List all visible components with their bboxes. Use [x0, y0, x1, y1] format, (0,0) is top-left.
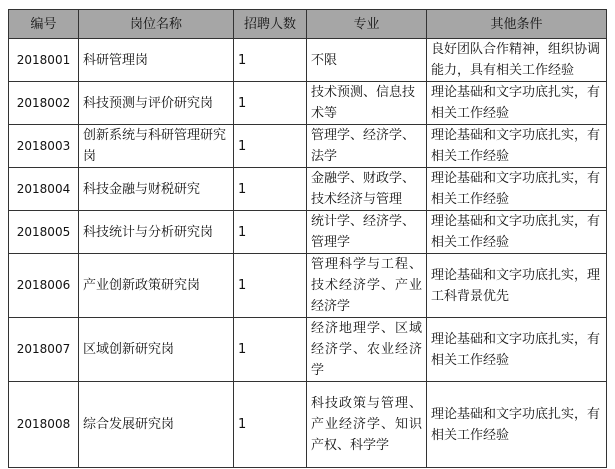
header-id: 编号: [9, 10, 79, 39]
cell-headcount: 1: [234, 168, 307, 211]
cell-id: 2018007: [9, 318, 79, 382]
header-headcount: 招聘人数: [234, 10, 307, 39]
cell-other-conditions: 理论基础和文字功底扎实，有相关工作经验: [427, 82, 607, 125]
cell-other-conditions: 理论基础和文字功底扎实，有相关工作经验: [427, 382, 607, 468]
cell-id: 2018003: [9, 125, 79, 168]
cell-id: 2018006: [9, 254, 79, 318]
cell-major: 管理科学与工程、技术经济学、产业经济学: [307, 254, 427, 318]
cell-major: 管理学、经济学、法学: [307, 125, 427, 168]
cell-major: 不限: [307, 39, 427, 82]
cell-headcount: 1: [234, 254, 307, 318]
cell-headcount: 1: [234, 82, 307, 125]
cell-major: 金融学、财政学、技术经济与管理: [307, 168, 427, 211]
table-row: [9, 82, 607, 125]
cell-major: 技术预测、信息技术等: [307, 82, 427, 125]
header-position-name: 岗位名称: [79, 10, 234, 39]
table-row: [9, 254, 607, 318]
cell-position-name: 创新系统与科研管理研究岗: [79, 125, 234, 168]
cell-other-conditions: 理论基础和文字功底扎实，有相关工作经验: [427, 168, 607, 211]
cell-position-name: 区域创新研究岗: [79, 318, 234, 382]
cell-other-conditions: 理论基础和文字功底扎实，有相关工作经验: [427, 318, 607, 382]
table-row: [9, 211, 607, 254]
cell-id: 2018005: [9, 211, 79, 254]
cell-other-conditions: 理论基础和文字功底扎实，有相关工作经验: [427, 125, 607, 168]
cell-other-conditions: 理论基础和文字功底扎实，有相关工作经验: [427, 211, 607, 254]
table-row: [9, 125, 607, 168]
cell-headcount: 1: [234, 125, 307, 168]
cell-position-name: 科技统计与分析研究岗: [79, 211, 234, 254]
cell-headcount: 1: [234, 211, 307, 254]
cell-other-conditions: 良好团队合作精神，组织协调能力，具有相关工作经验: [427, 39, 607, 82]
table-row: [9, 39, 607, 82]
cell-position-name: 科技预测与评价研究岗: [79, 82, 234, 125]
cell-major: 科技政策与管理、产业经济学、知识产权、科学学: [307, 382, 427, 468]
cell-position-name: 科技金融与财税研究: [79, 168, 234, 211]
recruitment-table: [8, 9, 607, 468]
cell-other-conditions: 理论基础和文字功底扎实，理工科背景优先: [427, 254, 607, 318]
cell-position-name: 综合发展研究岗: [79, 382, 234, 468]
table-row: [9, 168, 607, 211]
cell-position-name: 科研管理岗: [79, 39, 234, 82]
cell-id: 2018004: [9, 168, 79, 211]
cell-id: 2018001: [9, 39, 79, 82]
cell-id: 2018008: [9, 382, 79, 468]
header-other-conditions: 其他条件: [427, 10, 607, 39]
cell-headcount: 1: [234, 318, 307, 382]
table-row: [9, 318, 607, 382]
header-row: [9, 10, 607, 39]
header-major: 专业: [307, 10, 427, 39]
cell-major: 经济地理学、区域经济学、农业经济学: [307, 318, 427, 382]
cell-headcount: 1: [234, 382, 307, 468]
cell-position-name: 产业创新政策研究岗: [79, 254, 234, 318]
cell-id: 2018002: [9, 82, 79, 125]
cell-headcount: 1: [234, 39, 307, 82]
table-row: [9, 382, 607, 468]
cell-major: 统计学、经济学、管理学: [307, 211, 427, 254]
